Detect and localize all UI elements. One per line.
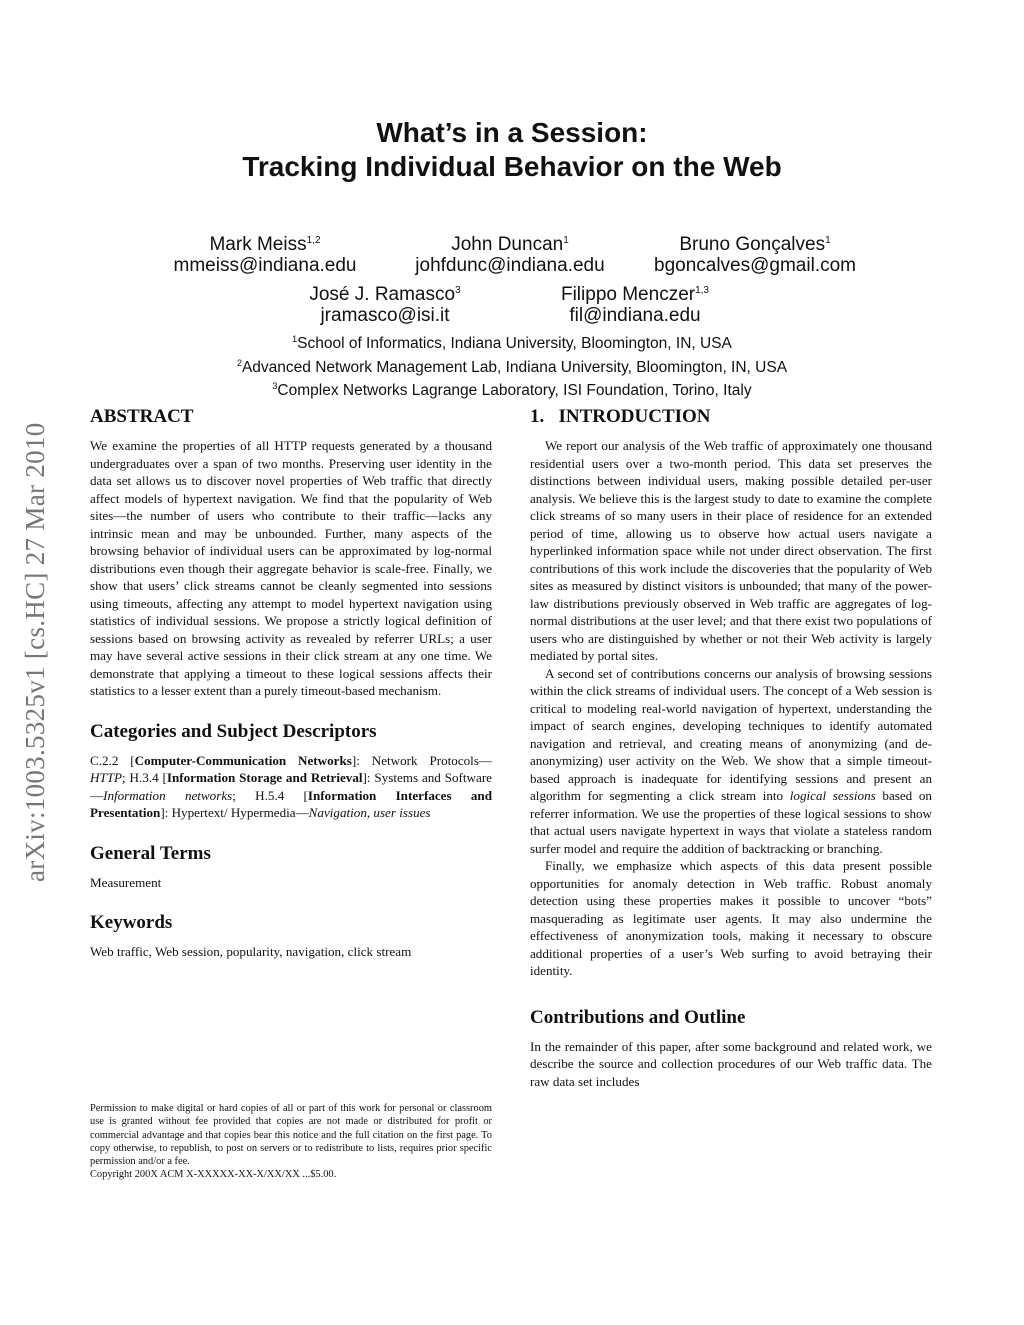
affiliation-line: $^2$Advanced Network Management Lab, Indiana University, Bloomington, IN, USA bbox=[236, 357, 788, 376]
author-name: John Duncan bbox=[451, 234, 564, 255]
right-column bbox=[530, 405, 932, 1090]
author-affiliation-mark: 1 bbox=[563, 235, 569, 246]
introduction-paragraph: A second set of contributions concerns our analysis of browsing sessions within the click streams of individual users. The concept of a Web session is critical to modeling real-world navigation of hypertext, understanding the impact of search engines, developing techniques to identify automated navigation and retrieval, and creating means of anonymizing (and de-anonymizing) user activity on the Web. We show that a simple timeout-based approach is inadequate for identifying sessions and present an algorithm for segmenting a click stream into logical sessions based on referrer information. We use the properties of these logical sessions to show that actual users navigate hypertext in ways that violate a stateless random surfer model and require the addition of backtracking or branching. bbox=[530, 665, 932, 856]
general-terms-heading: General Terms bbox=[90, 842, 211, 864]
general-terms-section bbox=[90, 842, 492, 892]
copyright-text: Copyright 200X ACM X-XXXXX-XX-X/XX/XX ...$5.00. bbox=[90, 1169, 337, 1181]
author-affiliation-mark: 1,3 bbox=[695, 285, 709, 296]
categories-heading: Categories and Subject Descriptors bbox=[90, 720, 377, 742]
author-block bbox=[640, 230, 870, 276]
keywords-heading: Keywords bbox=[90, 912, 173, 933]
author-name: José J. Ramasco bbox=[309, 284, 456, 305]
author-name: Mark Meiss bbox=[209, 234, 307, 255]
categories-text: C.2.2 [Computer-Communication Networks]: Network Protocols—HTTP; H.3.4 [Information Storage and Retrieval]: Systems and Software—Information networks; H.5.4 [Information Interfaces and Presentation]: Hypertext/ Hypermedia—Navigation, user issues bbox=[90, 752, 493, 820]
general-terms-text: Measurement bbox=[90, 874, 162, 890]
affiliation-line: $^3$Complex Networks Lagrange Laboratory, ISI Foundation, Torino, Italy bbox=[272, 381, 752, 399]
author-block bbox=[160, 230, 370, 276]
keywords-text: Web traffic, Web session, popularity, navigation, click stream bbox=[90, 944, 412, 959]
author-email: fil@indiana.edu bbox=[569, 305, 701, 326]
introduction-paragraph: We report our analysis of the Web traffic of approximately one thousand residential users over a two-month period. This data set preserves the distinctions between individual users, making possible detailed per-user analysis. We believe this is the largest study to date to examine the complete click streams of so many users in their place of residence for an extended period of time, allowing us to observe how actual users navigate a hyperlinked information space while not under direct observation. The first contributions of this work include the discoveries that the popularity of Web sites as measured by distinct visitors is unbounded; that many of the power-law distributions previously observed in Web traffic are aggregates of log-normal distributions at the user level; and that there exist two populations of users who are distinguished by whether or not their Web activity is largely mediated by portal sites. bbox=[530, 438, 932, 663]
title-line-1: What’s in a Session: bbox=[376, 117, 648, 148]
permission-text: Permission to make digital or hard copies of all or part of this work for personal or classroom use is granted without fee provided that copies are not made or distributed for profit or commercial advantage and that copies bear this notice and the full citation on the first page. To copy otherwise, to republish, to post on servers or to redistribute to lists, requires prior specific permission and/or a fee. bbox=[90, 1103, 492, 1168]
author-name: Bruno Gonçalves bbox=[679, 234, 826, 255]
author-email: johfdunc@indiana.edu bbox=[415, 255, 605, 276]
introduction-heading: 1. INTRODUCTION bbox=[530, 406, 711, 427]
abstract-text: We examine the properties of all HTTP requests generated by a thousand undergraduates over a span of two months. Preserving user identity in the data set allows us to discover novel properties of Web traffic that directly affect models of hypertext navigation. We find that the popularity of Web sites—the number of users who contribute to their traffic—lacks any intrinsic mean and may be unbounded. Further, many aspects of the browsing behavior of individual users can be approximated by log-normal distributions even though their aggregate behavior is scale-free. Finally, we show that users’ click streams cannot be cleanly segmented into sessions using timeouts, affecting any attempt to model hypertext navigation using statistics of individual sessions. We propose a strictly logical definition of sessions based on browsing activity as revealed by referrer URLs; a user may have several active sessions in their click stream at any one time. We demonstrate that applying a timeout to these logical sessions affects their statistics to a lesser extent than a purely timeout-based mechanism. bbox=[90, 438, 492, 698]
paper-title bbox=[0, 116, 1024, 184]
contributions-text: In the remainder of this paper, after some background and related work, we describe the source and collection procedures of our Web traffic data. The raw data set includes bbox=[530, 1038, 932, 1089]
author-block bbox=[290, 280, 480, 326]
affiliation-line: $^1$School of Informatics, Indiana University, Bloomington, IN, USA bbox=[292, 334, 732, 352]
introduction-section bbox=[530, 405, 932, 980]
author-email: bgoncalves@gmail.com bbox=[654, 255, 856, 276]
title-line-2: Tracking Individual Behavior on the Web bbox=[242, 151, 782, 182]
author-affiliation-mark: 3 bbox=[455, 285, 461, 296]
author-email: mmeiss@indiana.edu bbox=[173, 255, 357, 276]
abstract-heading: ABSTRACT bbox=[90, 406, 194, 427]
introduction-paragraph: Finally, we emphasize which aspects of this data present possible opportunities for anomaly detection in Web traffic. Robust anomaly detection using these properties makes it possible to uncover “bots” masquerading as legitimate user agents. It may also undermine the effectiveness of anonymization tools, making it necessary to obscure additional properties of a user’s Web surfing to avoid betraying their identity. bbox=[530, 858, 932, 978]
permission-notice bbox=[90, 1102, 492, 1182]
author-block bbox=[535, 280, 735, 326]
author-affiliation-mark: 1,2 bbox=[306, 235, 321, 246]
abstract-section bbox=[90, 405, 492, 700]
categories-section bbox=[90, 720, 492, 822]
left-column bbox=[90, 405, 492, 961]
author-name: Filippo Menczer bbox=[560, 284, 696, 305]
contributions-heading: Contributions and Outline bbox=[530, 1006, 746, 1028]
affiliations bbox=[0, 330, 1024, 401]
contributions-section bbox=[530, 1006, 932, 1091]
keywords-section bbox=[90, 911, 492, 961]
author-block bbox=[400, 230, 620, 276]
author-email: jramasco@isi.it bbox=[320, 305, 450, 326]
author-affiliation-mark: 1 bbox=[825, 235, 831, 246]
arxiv-identifier: arXiv:1003.5325v1 [cs.HC] 27 Mar 2010 bbox=[20, 422, 50, 882]
